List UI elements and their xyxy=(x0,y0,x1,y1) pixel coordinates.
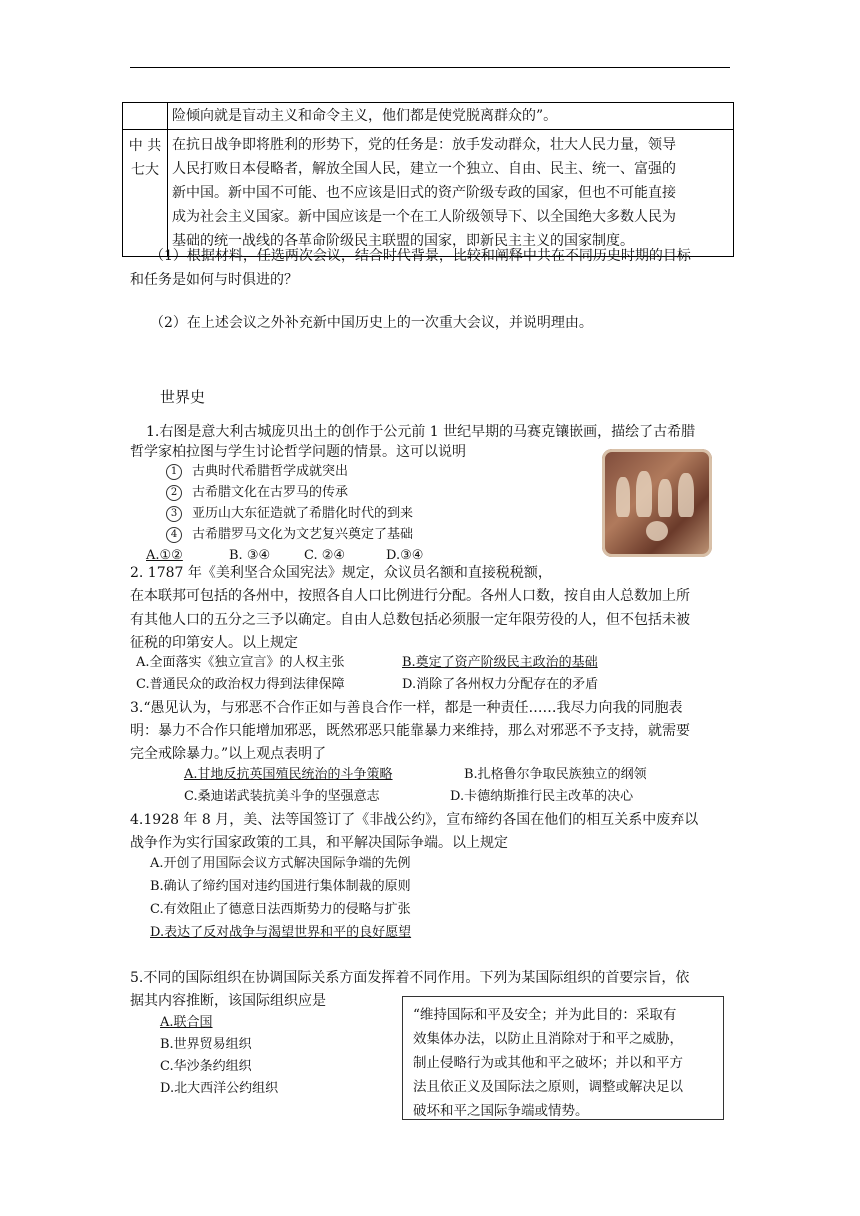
q3-line2: 明：暴力不合作只能增加邪恶，既然邪恶只能靠暴力来维持，那么对邪恶不予支持，就需要 xyxy=(130,723,690,739)
question-cn1-line1: （1）根据材料，任选两次会议，结合时代背景，比较和阐释中共在不同历史时期的目标 xyxy=(150,248,691,264)
table-cell-text: 险倾向就是盲动主义和命令主义，他们都是使党脱离群众的”。 xyxy=(168,103,734,130)
q4-line1: 4.1928 年 8 月，美、法等国签订了《非战公约》，宣布缔约各国在他们的相互关系中废弃以 xyxy=(130,812,699,828)
question-cn2: （2）在上述会议之外补充新中国历史上的一次重大会议，并说明理由。 xyxy=(150,315,593,331)
q1-item-text: 古希腊罗马文化为文艺复兴奠定了基础 xyxy=(192,527,414,542)
q1-item xyxy=(166,461,348,482)
q1-option-a: A.①② xyxy=(146,548,183,563)
q2-line4: 征税的印第安人。以上规定 xyxy=(130,635,298,651)
q3-line3: 完全戒除暴力。”以上观点表明了 xyxy=(130,746,327,762)
q2-line2: 在本联邦可包括的各州中，按照各自人口比例进行分配。各州人口数，按自由人总数加上所 xyxy=(130,588,690,604)
quote-line: “维持国际和平及安全；并为此目的：采取有 xyxy=(413,1007,677,1023)
q4-option-c: C.有效阻止了德意日法西斯势力的侵略与扩张 xyxy=(150,902,411,917)
quote-line: 破坏和平之国际争端或情势。 xyxy=(413,1103,589,1119)
q5-line2: 据其内容推断，该国际组织应是 xyxy=(130,993,326,1009)
quote-line: 效集体办法，以防止且消除对于和平之威胁， xyxy=(413,1031,683,1047)
table-cell-empty xyxy=(123,103,168,130)
q1-line1: 1.右图是意大利古城庞贝出土的创作于公元前 1 世纪早期的马赛克镶嵌画，描绘了古希腊 xyxy=(146,424,696,440)
q1-option-d: D.③④ xyxy=(386,548,424,563)
q2-line3: 有其他人口的五分之三予以确定。自由人总数包括必须服一定年限劳役的人，但不包括未被 xyxy=(130,612,690,628)
q1-item-text: 古典时代希腊哲学成就突出 xyxy=(192,464,349,479)
text-line: 基础的统一战线的各革命阶级民主联盟的国家，即新民主主义的国家制度。 xyxy=(172,233,634,249)
q1-item-text: 亚历山大东征造就了希腊化时代的到来 xyxy=(192,506,414,521)
q3-option-a: A.甘地反抗英国殖民统治的斗争策略 xyxy=(184,767,393,782)
q1-item-text: 古希腊文化在古罗马的传承 xyxy=(192,485,349,500)
q1-item xyxy=(166,503,413,524)
q5-line1: 5.不同的国际组织在协调国际关系方面发挥着不同作用。下列为某国际组织的首要宗旨，依 xyxy=(130,970,690,986)
quote-line: 法且依正义及国际法之原则，调整或解决足以 xyxy=(413,1079,683,1095)
charter-quote-box xyxy=(402,996,724,1120)
congress-table xyxy=(122,102,734,257)
q2-option-d: D.消除了各州权力分配存在的矛盾 xyxy=(402,677,599,692)
text-line: 在抗日战争即将胜利的形势下，党的任务是：放手发动群众，壮大人民力量，领导 xyxy=(172,137,676,153)
q4-option-b: B.确认了缔约国对违约国进行集体制裁的原则 xyxy=(150,879,411,894)
q1-item xyxy=(166,524,413,545)
text-line: 人民打败日本侵略者，解放全国人民，建立一个独立、自由、民主、统一、富强的 xyxy=(172,161,676,177)
table-row xyxy=(123,130,734,257)
table-cell-text xyxy=(168,130,734,257)
q5-option-a: A.联合国 xyxy=(160,1015,213,1030)
q5-option-b: B.世界贸易组织 xyxy=(160,1037,252,1052)
mosaic-image xyxy=(602,449,712,557)
q1-line2: 哲学家柏拉图与学生讨论哲学问题的情景。这可以说明 xyxy=(130,444,466,460)
circled-number: 2 xyxy=(166,485,182,501)
congress-name-line2: 七大 xyxy=(131,162,159,178)
table-row xyxy=(123,103,734,130)
quote-line: 制止侵略行为或其他和平之破坏；并以和平方 xyxy=(413,1055,683,1071)
q3-option-b: B.扎格鲁尔争取民族独立的纲领 xyxy=(464,767,647,782)
q4-line2: 战争作为实行国家政策的工具，和平解决国际争端。以上规定 xyxy=(130,835,508,851)
circled-number: 3 xyxy=(166,506,182,522)
q2-option-c: C.普通民众的政治权力得到法律保障 xyxy=(136,677,345,692)
q2-option-b: B.奠定了资产阶级民主政治的基础 xyxy=(402,655,598,670)
q2-line1: 2. 1787 年《美利坚合众国宪法》规定，众议员名额和直接税税额， xyxy=(130,565,552,581)
section-title: 世界史 xyxy=(160,388,206,406)
header-rule xyxy=(130,67,730,68)
q3-option-c: C.桑迪诺武装抗美斗争的坚强意志 xyxy=(184,789,380,804)
circled-number: 1 xyxy=(166,464,182,480)
q2-option-a: A.全面落实《独立宣言》的人权主张 xyxy=(136,655,345,670)
q1-option-b: B. ③④ xyxy=(229,548,271,563)
congress-name-line1: 中 共 xyxy=(128,138,162,154)
q4-option-d: D.表达了反对战争与渴望世界和平的良好愿望 xyxy=(150,925,412,940)
question-cn1-line2: 和任务是如何与时俱进的？ xyxy=(130,272,298,288)
q3-option-d: D.卡德纳斯推行民主改革的决心 xyxy=(450,789,634,804)
q1-option-c: C. ②④ xyxy=(304,548,346,563)
q1-item xyxy=(166,482,348,503)
q4-option-a: A.开创了用国际会议方式解决国际争端的先例 xyxy=(150,856,411,871)
q5-option-c: C.华沙条约组织 xyxy=(160,1059,252,1074)
table-cell-name xyxy=(123,130,168,257)
text-line: 新中国。新中国不可能、也不应该是旧式的资产阶级专政的国家，但也不可能直接 xyxy=(172,185,676,201)
q3-line1: 3.“愚见认为，与邪恶不合作正如与善良合作一样，都是一种责任……我尽力向我的同胞表 xyxy=(130,700,683,716)
circled-number: 4 xyxy=(166,527,182,543)
q5-option-d: D.北大西洋公约组织 xyxy=(160,1081,279,1096)
text-line: 成为社会主义国家。新中国应该是一个在工人阶级领导下、以全国绝大多数人民为 xyxy=(172,209,676,225)
